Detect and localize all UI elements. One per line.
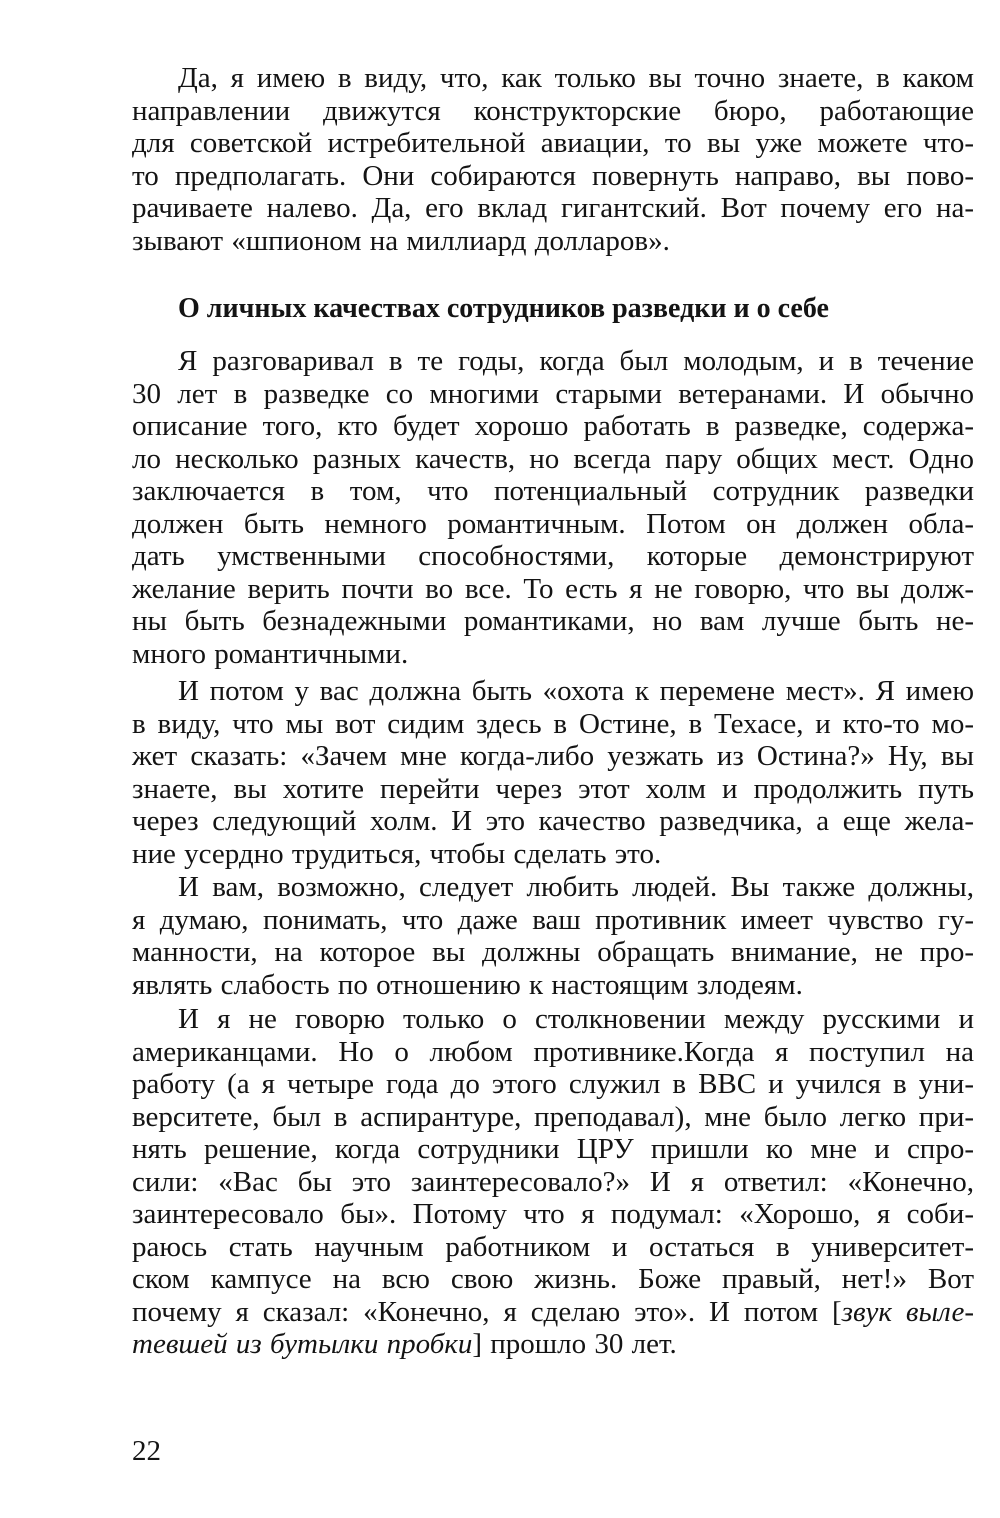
- paragraph-1: [132, 62, 974, 257]
- paragraph-line: через следующий холм. И это качество разведчика, а еще жела-: [132, 805, 974, 837]
- paragraph-line: то предполагать. Они собираются повернуть направо, вы пово-: [132, 159, 974, 192]
- paragraph-line: верситете, был в аспирантуре, преподавал), мне было легко при-: [132, 1100, 974, 1133]
- paragraph-line: заинтересовало бы». Потому что я подумал: «Хорошо, я соби-: [132, 1198, 974, 1230]
- paragraph-line: много романтичными.: [132, 637, 409, 670]
- paragraph-line: направлении движутся конструкторские бюро, работающие: [132, 94, 974, 127]
- paragraph-line: 30 лет в разведке со многими старыми ветеранами. И обычно: [132, 377, 974, 410]
- paragraph-line: американцами. Но о любом противнике.Когда я поступил на: [132, 1035, 974, 1068]
- paragraph-text: ] прошло 30 лет.: [472, 1328, 677, 1360]
- section-heading: О личных качествах сотрудников разведки и о себе: [178, 293, 829, 324]
- paragraph-line: дать умственными способностями, которые демонстрируют: [132, 540, 974, 572]
- paragraph-line: сили: «Вас бы это заинтересовало?» И я ответил: «Конечно,: [132, 1165, 974, 1198]
- paragraph-line: в виду, что мы вот сидим здесь в Остине, в Техасе, и кто-то мо-: [132, 707, 974, 740]
- paragraph-line: рачиваете налево. Да, его вклад гигантский. Вот почему его на-: [132, 192, 974, 224]
- paragraph-5: [132, 1003, 974, 1361]
- paragraph-text: почему я сказал: «Конечно, я сделаю это». И потом [: [132, 1295, 842, 1328]
- page-number: 22: [132, 1435, 161, 1467]
- paragraph-line: желание верить почти во все. То есть я не говорю, что вы долж-: [132, 572, 974, 605]
- paragraph-2: [132, 345, 974, 670]
- paragraph-line: нять решение, когда сотрудники ЦРУ пришли ко мне и спро-: [132, 1133, 974, 1165]
- paragraph-line: И потом у вас должна быть «охота к перемене мест». Я имею: [178, 675, 974, 707]
- paragraph-line: ны быть безнадежными романтиками, но вам лучше быть не-: [132, 605, 974, 637]
- paragraph-line: для советской истребительной авиации, то вы уже можете что-: [132, 127, 974, 159]
- italic-remark: звук выле-: [841, 1295, 974, 1328]
- paragraph-line: жет сказать: «Зачем мне когда-либо уезжать из Остина?» Ну, вы: [132, 740, 974, 772]
- paragraph-line: Да, я имею в виду, что, как только вы точно знаете, в каком: [178, 62, 974, 94]
- paragraph-line: ло несколько разных качеств, но всегда пару общих мест. Одно: [132, 442, 974, 475]
- paragraph-3: [132, 675, 974, 870]
- paragraph-line-mixed: [132, 1328, 974, 1361]
- paragraph-line: являть слабость по отношению к настоящим злодеям.: [132, 968, 803, 1001]
- paragraph-line-mixed: [132, 1296, 974, 1329]
- paragraph-line: зывают «шпионом на миллиард долларов».: [132, 224, 670, 257]
- paragraph-line: И я не говорю только о столкновении между русскими и: [178, 1003, 974, 1035]
- paragraph-line: ние усердно трудиться, чтобы сделать это.: [132, 837, 662, 870]
- paragraph-line: манности, на которое вы должны обращать внимание, не про-: [132, 936, 974, 968]
- paragraph-line: должен быть немного романтичным. Потом он должен обла-: [132, 507, 974, 540]
- paragraph-line: Я разговаривал в те годы, когда был молодым, и в течение: [178, 345, 974, 377]
- paragraph-line: заключается в том, что потенциальный сотрудник разведки: [132, 475, 974, 507]
- paragraph-line: раюсь стать научным работником и остаться в университет-: [132, 1230, 974, 1263]
- paragraph-line: знаете, вы хотите перейти через этот холм и продолжить путь: [132, 772, 974, 805]
- paragraph-line: работу (а я четыре года до этого служил в ВВС и учился в уни-: [132, 1068, 974, 1100]
- paragraph-line: описание того, кто будет хорошо работать в разведке, содержа-: [132, 410, 974, 442]
- italic-remark: тевшей из бутылки пробки: [132, 1328, 473, 1360]
- paragraph-line: И вам, возможно, следует любить людей. Вы также должны,: [178, 871, 974, 903]
- paragraph-line: я думаю, понимать, что даже ваш противник имеет чувство гу-: [132, 903, 974, 936]
- paragraph-line: ском кампусе на всю свою жизнь. Боже правый, нет!» Вот: [132, 1263, 974, 1295]
- paragraph-4: [132, 871, 974, 1001]
